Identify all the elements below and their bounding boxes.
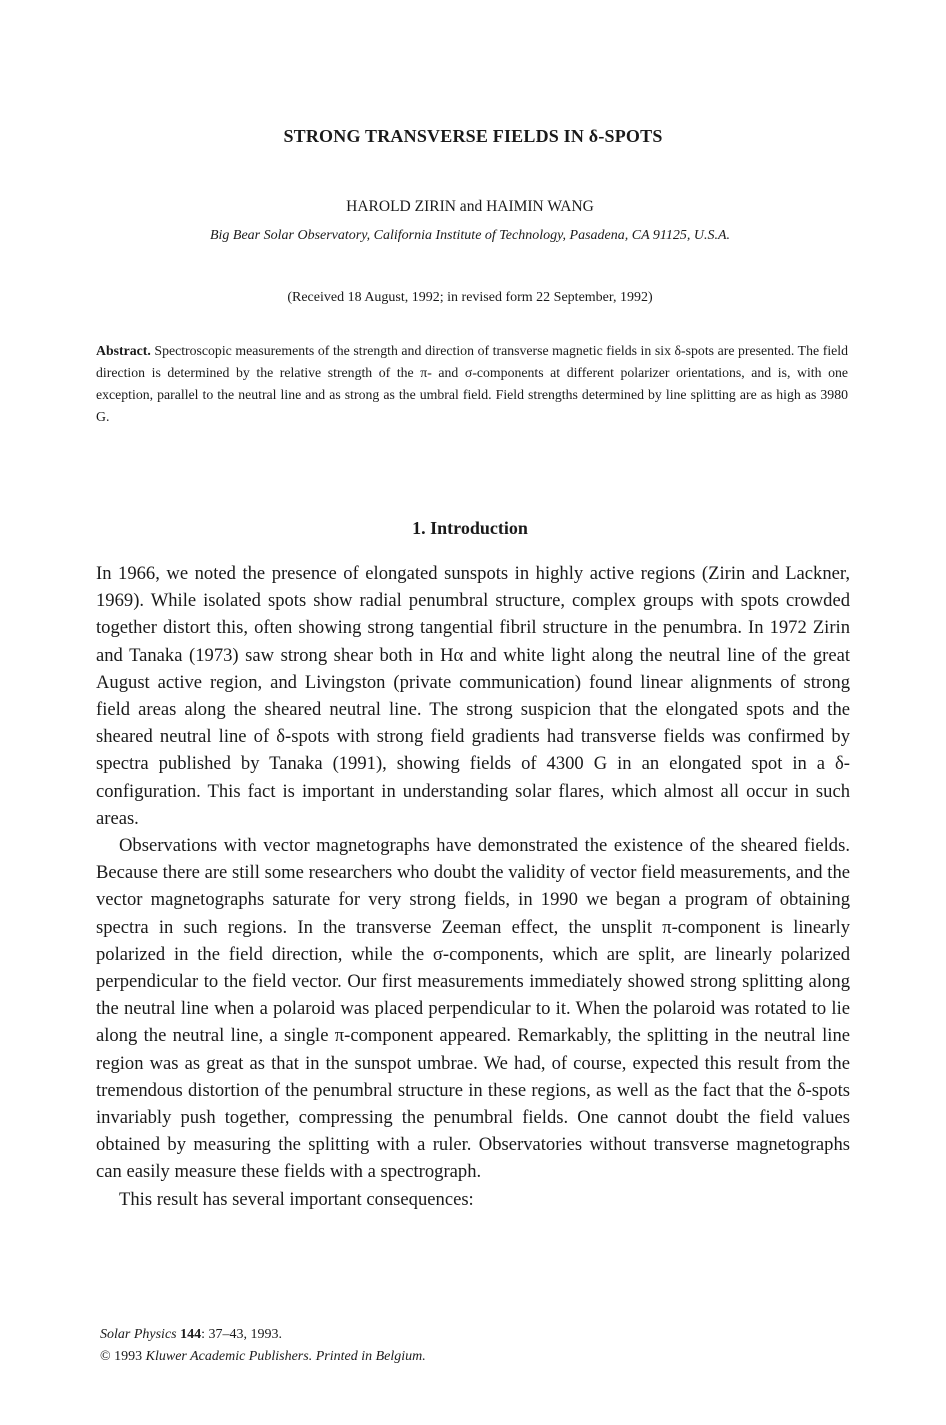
authors: HAROLD ZIRIN and HAIMIN WANG	[346, 198, 594, 215]
paragraph: Observations with vector magnetographs have demonstrated the existence of the sheared fields. Because there are still some researchers who doubt the validity of vector field measurements, and the vector magnetographs saturate for very strong fields, in 1990 we began a program of obtaining spectra in such regions. In the transverse Zeeman effect, the unsplit π-component is linearly polarized in the field direction, while the σ-components, which are split, are linearly polarized perpendicular to the field vector. Our first measurements immediately showed strong splitting along the neutral line when a polaroid was placed perpendicular to it. When the polaroid was rotated to lie along the neutral line, a single π-component appeared. Remarkably, the splitting in the neutral line region was as great as that in the sunspot umbrae. We had, of course, expected this result from the tremendous distortion of the penumbral structure in these regions, as well as the fact that the δ-spots invariably push together, compressing the penumbral fields. One cannot doubt the field values obtained by measuring the splitting with a ruler. Observatories without transverse magnetographs can easily measure these fields with a spectrograph.	[96, 835, 850, 1183]
paper-title: STRONG TRANSVERSE FIELDS IN δ-SPOTS	[283, 126, 663, 146]
received-dates: (Received 18 August, 1992; in revised form 22 September, 1992)	[287, 290, 653, 305]
publisher: Kluwer Academic Publishers. Printed in Belgium.	[145, 1349, 426, 1364]
abstract	[96, 340, 848, 428]
paragraph: This result has several important consequences:	[119, 1188, 474, 1210]
affiliation: Big Bear Solar Observatory, California Institute of Technology, Pasadena, CA 91125, U.S.A.	[209, 228, 731, 243]
citation-line	[100, 1324, 426, 1346]
abstract-label: Abstract.	[96, 343, 151, 358]
body-text	[96, 560, 850, 1213]
copyright-year: © 1993	[100, 1349, 143, 1364]
journal-name: Solar Physics	[100, 1327, 177, 1342]
abstract-text: Spectroscopic measurements of the strength and direction of transverse magnetic fields in six δ-spots are presented. The field direction is determined by the relative strength of the π- and σ-components at different polarizer orientations, and is, with one exception, parallel to the neutral line and as strong as the umbral field. Field strengths determined by line splitting are as high as 3980 G.	[96, 343, 849, 424]
section-heading: 1. Introduction	[412, 518, 528, 538]
footer	[100, 1324, 426, 1368]
copyright-line	[100, 1346, 426, 1368]
paragraph: In 1966, we noted the presence of elongated sunspots in highly active regions (Zirin and Lackner, 1969). While isolated spots show radial penumbral structure, complex groups with spots crowded together distort this, often showing strong tangential fibril structure in the penumbra. In 1972 Zirin and Tanaka (1973) saw strong shear both in Hα and white light along the neutral line of the great August active region, and Livingston (private communication) found linear alignments of strong field areas along the sheared neutral line. The strong suspicion that the elongated spots and the sheared neutral line of δ-spots with strong field gradients had transverse fields was confirmed by spectra published by Tanaka (1991), showing fields of 4300 G in an elongated spot in a δ-configuration. This fact is important in understanding solar flares, which almost all occur in such areas.	[96, 563, 850, 829]
journal-pages: : 37–43, 1993.	[201, 1327, 282, 1342]
journal-volume: 144	[180, 1327, 202, 1342]
